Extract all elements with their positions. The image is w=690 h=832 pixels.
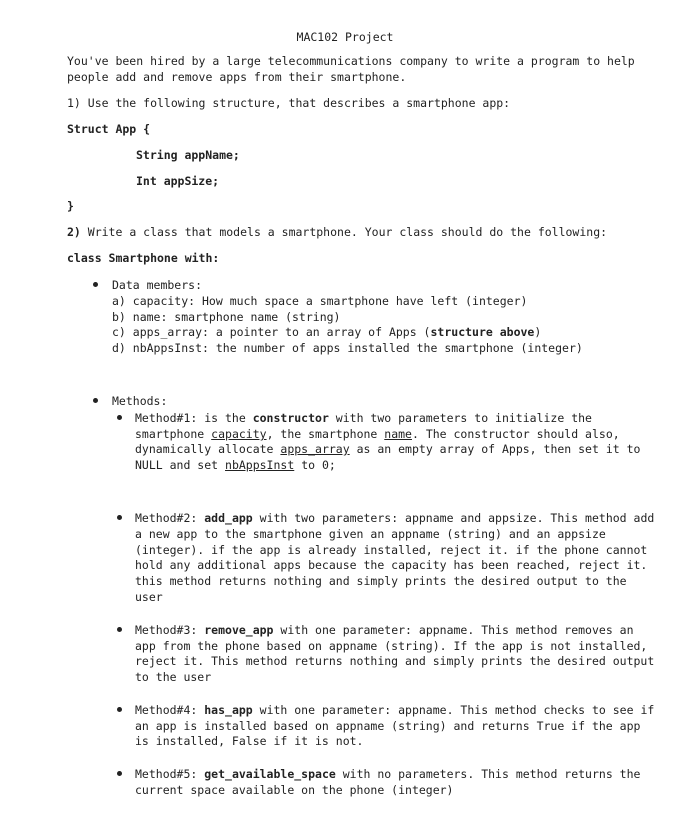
- method2-line-2: a new app to the smartphone given an appname (string) and an appsize: [135, 527, 606, 541]
- method4-suffix: with one parameter: appname. This method checks to see if: [252, 703, 655, 717]
- method1-l4-post: to 0;: [294, 458, 336, 472]
- document-title: MAC102 Project: [296, 30, 394, 44]
- method1-l2-pre: smartphone: [135, 427, 212, 441]
- method4-line-1: [135, 703, 654, 719]
- section2-number: 2): [67, 225, 81, 239]
- method1-l2-post: . The constructor should also,: [411, 427, 620, 441]
- method1-line-3: [135, 442, 640, 458]
- method1-line-4: [135, 458, 336, 474]
- method5-line-1: [135, 767, 640, 783]
- bullet-dot-methods: [93, 398, 98, 403]
- data-member-name: b) name: smartphone name (string): [112, 310, 341, 324]
- data-member-nbappsinst: d) nbAppsInst: the number of apps installed the smartphone (integer): [112, 341, 583, 355]
- section2-heading-text: Write a class that models a smartphone. Your class should do the following:: [80, 225, 608, 239]
- method1-apps-array: apps_array: [280, 442, 350, 456]
- method2-line-4: hold any additional apps because the capacity has been reached, reject it.: [135, 558, 648, 572]
- method1-l2-mid: , the smartphone: [266, 427, 385, 441]
- intro-line-2: people add and remove apps from their smartphone.: [67, 70, 407, 84]
- data-members-label: Data members:: [112, 278, 203, 292]
- bullet-dot-method-5: [117, 771, 122, 776]
- struct-close: }: [67, 199, 74, 213]
- method1-prefix: Method#1: is the: [135, 411, 253, 425]
- method5-prefix: Method#5:: [135, 767, 205, 781]
- method2-line-6: user: [135, 590, 163, 604]
- method1-suffix: with two parameters to initialize the: [328, 411, 592, 425]
- data-member-capacity: a) capacity: How much space a smartphone have left (integer): [112, 294, 528, 308]
- method1-nbappsinst: nbAppsInst: [225, 458, 295, 472]
- method2-add-app: add_app: [204, 511, 253, 525]
- method3-line-3: reject it. This method returns nothing and simply prints the desired output: [135, 654, 655, 668]
- apps-array-close: ): [534, 325, 542, 339]
- bullet-dot-method-2: [117, 515, 122, 520]
- method1-l3-pre: dynamically allocate: [135, 442, 281, 456]
- method2-line-1: [135, 511, 654, 527]
- apps-array-bold: structure above: [430, 325, 535, 339]
- method5-suffix: with no parameters. This method returns the: [335, 767, 641, 781]
- method4-has-app: has_app: [204, 703, 253, 717]
- method2-suffix: with two parameters: appname and appsize. This method add: [252, 511, 655, 525]
- struct-field-appsize: Int appSize;: [136, 174, 220, 188]
- method2-line-3: (integer). if the app is already installed, reject it. if the phone cannot: [135, 543, 648, 557]
- methods-label: Methods:: [112, 394, 168, 408]
- method3-remove-app: remove_app: [204, 623, 274, 637]
- method1-line-1: [135, 411, 592, 427]
- method3-suffix: with one parameter: appname. This method removes an: [273, 623, 634, 637]
- section2-heading: [67, 225, 607, 241]
- method3-line-4: to the user: [135, 670, 212, 684]
- method3-line-2: app from the phone based on appname (string). If the app is not installed,: [135, 639, 648, 653]
- struct-field-appname: String appName;: [136, 148, 240, 162]
- method1-line-2: [135, 427, 620, 443]
- method2-prefix: Method#2:: [135, 511, 205, 525]
- method5-line-2: current space available on the phone (integer): [135, 783, 454, 797]
- method3-prefix: Method#3:: [135, 623, 205, 637]
- struct-open: Struct App {: [67, 122, 151, 136]
- intro-line-1: You've been hired by a large telecommunications company to write a program to help: [67, 54, 635, 68]
- section1-heading: 1) Use the following structure, that describes a smartphone app:: [67, 96, 511, 110]
- bullet-dot-method-1: [117, 415, 122, 420]
- bullet-dot-data-members: [93, 282, 98, 287]
- bullet-dot-method-4: [117, 707, 122, 712]
- method1-l3-post: as an empty array of Apps, then set it to: [349, 442, 641, 456]
- method3-line-1: [135, 623, 634, 639]
- method5-get-available-space: get_available_space: [204, 767, 336, 781]
- apps-array-text: c) apps_array: a pointer to an array of Apps (: [112, 325, 431, 339]
- method4-prefix: Method#4:: [135, 703, 205, 717]
- method2-line-5: this method returns nothing and simply prints the desired output to the: [135, 574, 627, 588]
- data-member-apps-array: [112, 325, 541, 341]
- method4-line-2: an app is installed based on appname (string) and returns True if the app: [135, 719, 641, 733]
- method1-constructor: constructor: [252, 411, 329, 425]
- method1-capacity: capacity: [211, 427, 267, 441]
- method1-name: name: [384, 427, 412, 441]
- class-label: class Smartphone with:: [67, 251, 220, 265]
- bullet-dot-method-3: [117, 627, 122, 632]
- method1-l4-pre: NULL and set: [135, 458, 226, 472]
- method4-line-3: is installed, False if it is not.: [135, 734, 364, 748]
